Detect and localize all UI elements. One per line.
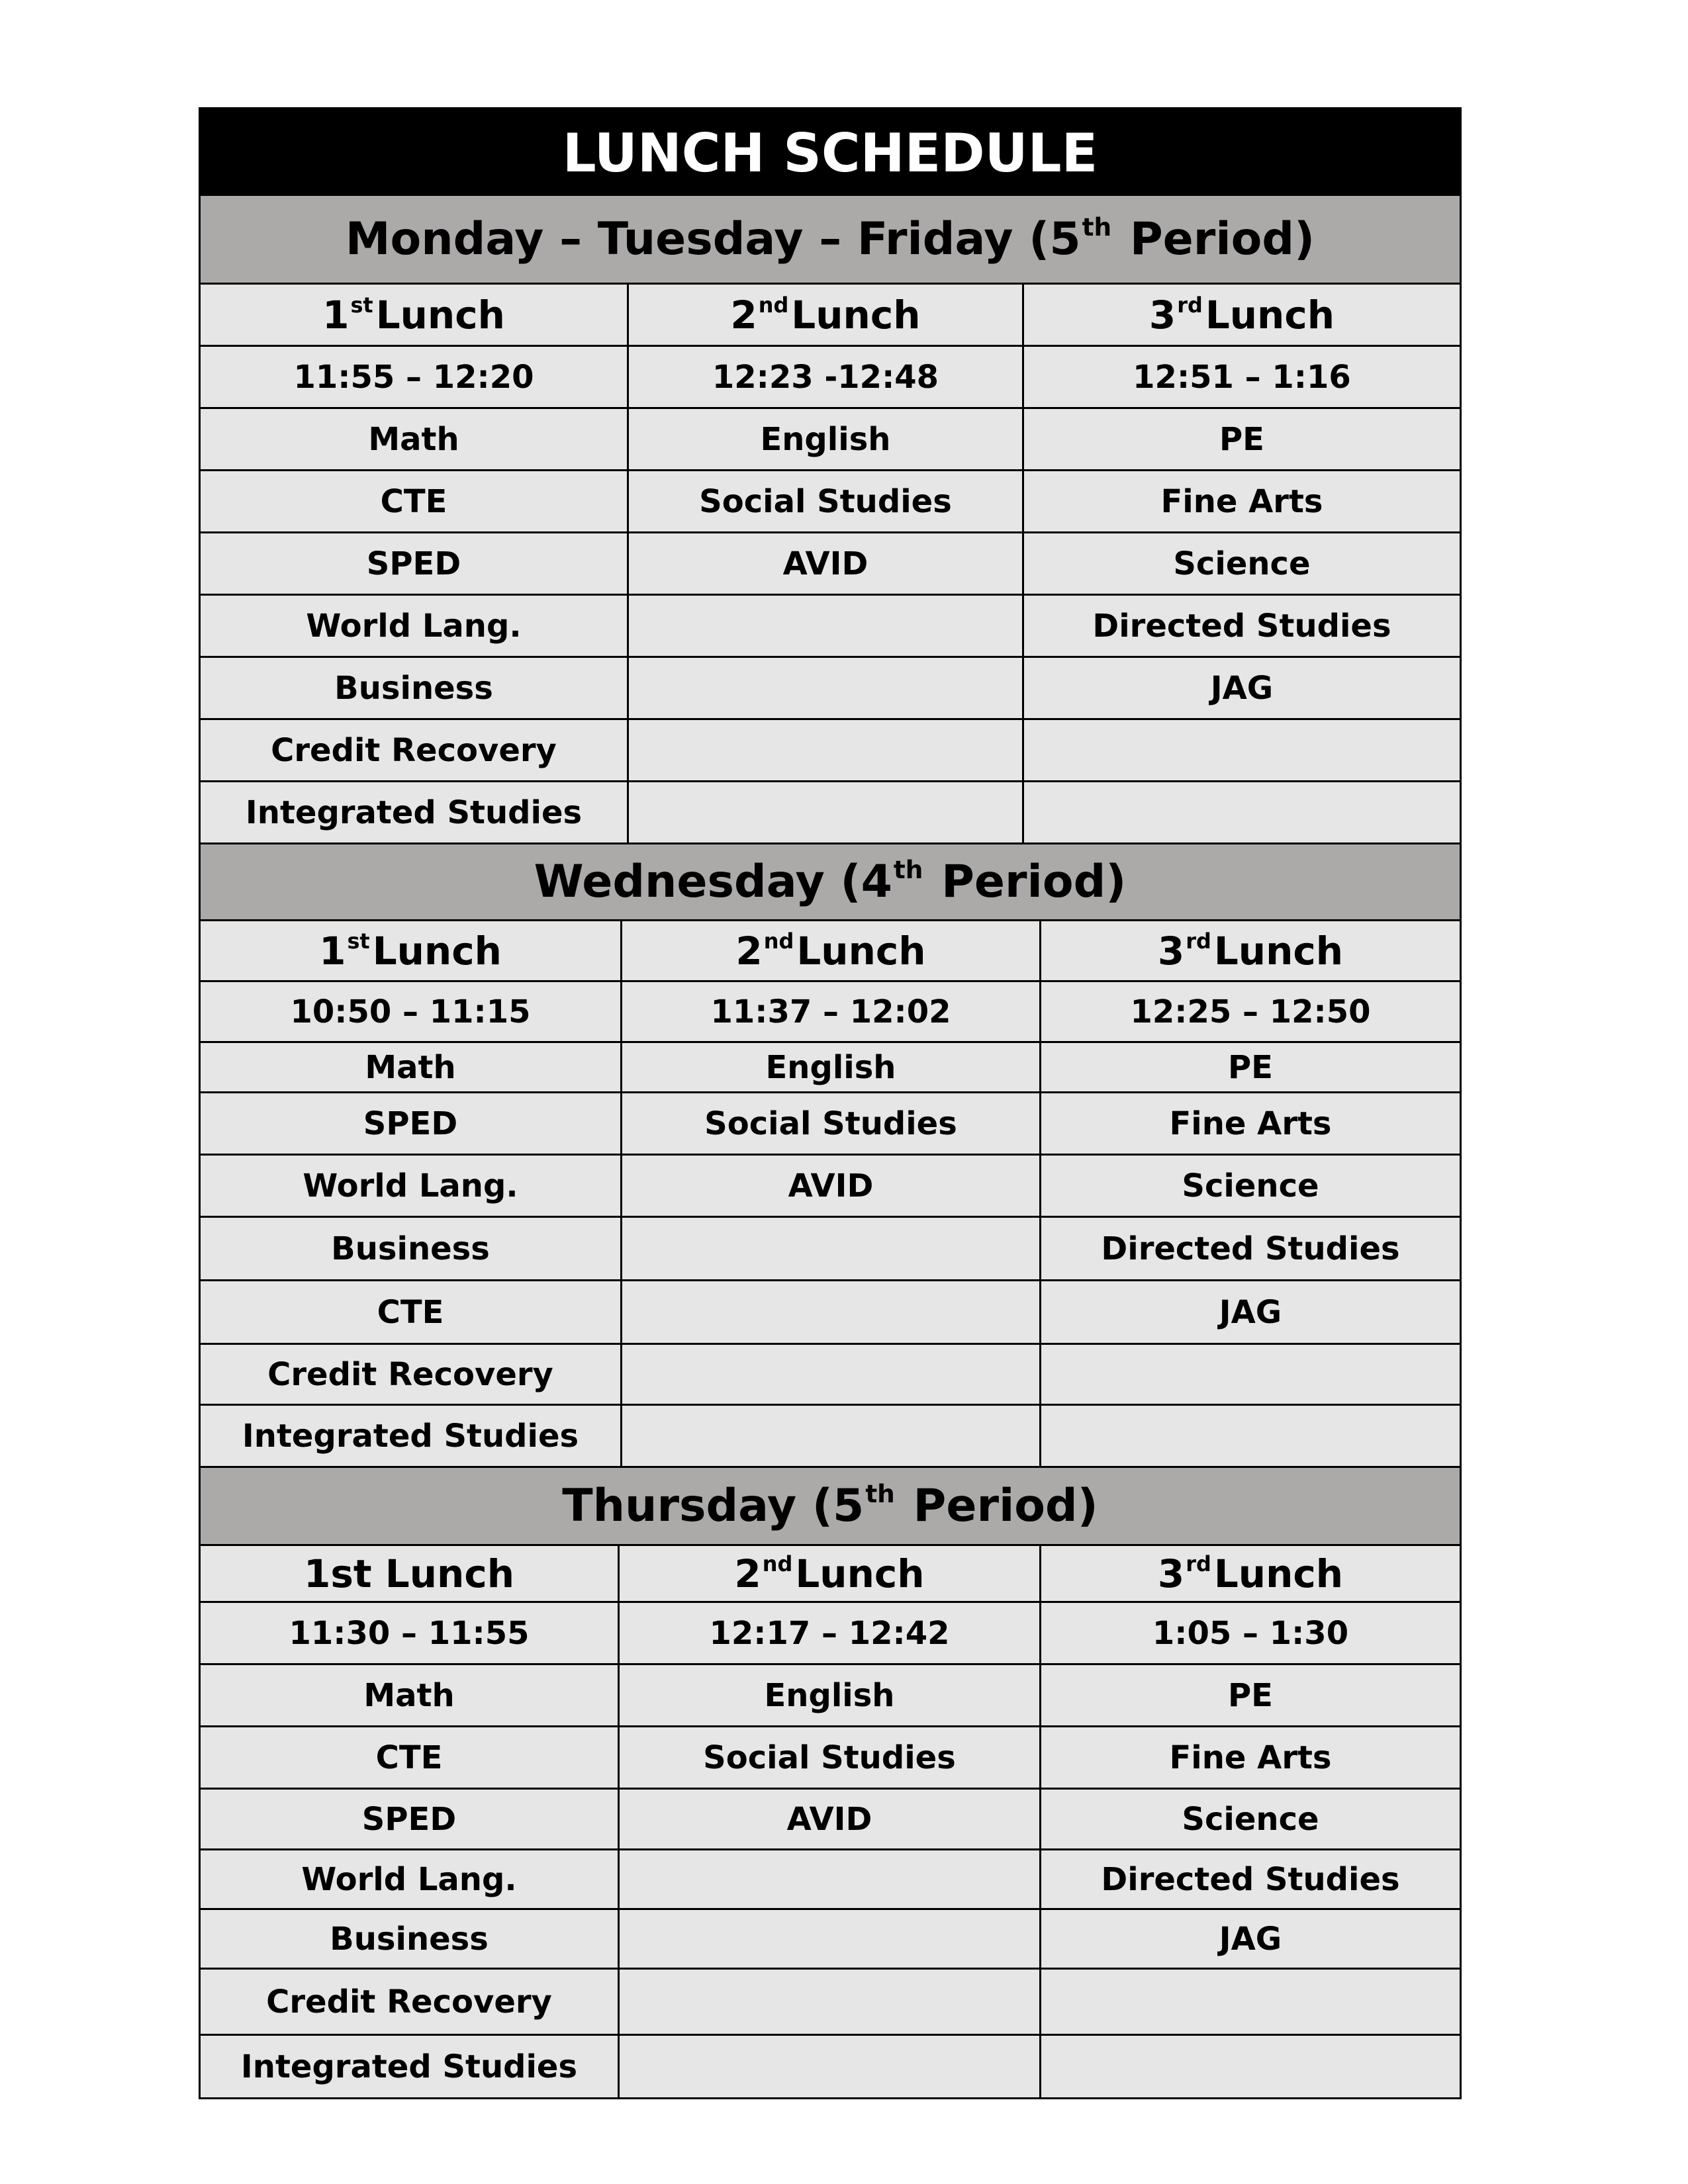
department-cell (628, 782, 1023, 844)
department-cell (628, 657, 1023, 719)
lunch-header (200, 284, 628, 346)
lunch-label: Lunch (791, 292, 921, 338)
section-heading-text: Wednesday (4 (534, 856, 892, 908)
lunch-number: 1 (322, 292, 350, 338)
department-cell (1040, 1405, 1460, 1467)
lunch-schedule-page (199, 107, 1462, 2099)
department-cell: SPED (200, 533, 628, 595)
lunch-number: 2 (735, 928, 763, 974)
section-heading (200, 195, 1461, 284)
department-cell: SPED (200, 1093, 622, 1155)
department-row (200, 595, 1461, 657)
department-cell (1040, 1344, 1460, 1405)
department-cell: Directed Studies (1023, 595, 1460, 657)
department-cell (622, 1405, 1041, 1467)
lunch-header-row (200, 284, 1461, 346)
department-row (200, 471, 1461, 533)
lunch-label: Lunch (375, 292, 505, 338)
section-heading-sup: th (1082, 212, 1112, 242)
department-cell: JAG (1040, 1909, 1460, 1969)
lunch-ordinal-suffix: nd (758, 292, 789, 318)
page-title: LUNCH SCHEDULE (199, 107, 1462, 196)
lunch-time: 12:17 – 12:42 (618, 1602, 1040, 1664)
lunch-header (1040, 921, 1460, 981)
lunch-header-row (200, 921, 1461, 981)
department-row (200, 1042, 1461, 1093)
lunch-label: Lunch (1213, 1551, 1344, 1596)
lunch-time: 12:51 – 1:16 (1023, 346, 1460, 408)
lunch-time-row (200, 346, 1461, 408)
lunch-ordinal-suffix: rd (1186, 1551, 1211, 1576)
department-cell: JAG (1023, 657, 1460, 719)
department-row (200, 1217, 1461, 1281)
department-cell: Fine Arts (1040, 1093, 1460, 1155)
department-cell: Business (200, 1217, 622, 1281)
department-cell: World Lang. (200, 1850, 619, 1909)
department-row (200, 1850, 1461, 1909)
lunch-time: 11:30 – 11:55 (200, 1602, 619, 1664)
department-cell: JAG (1040, 1281, 1460, 1344)
lunch-number: 1st (303, 1551, 372, 1596)
department-row (200, 1664, 1461, 1727)
department-cell: Social Studies (622, 1093, 1041, 1155)
department-cell: Math (200, 1664, 619, 1727)
department-row (200, 657, 1461, 719)
lunch-label: Lunch (795, 1551, 925, 1596)
lunch-header (1040, 1545, 1460, 1602)
section-heading-sup: th (893, 854, 923, 884)
department-row (200, 1909, 1461, 1969)
lunch-ordinal-suffix: nd (762, 1551, 793, 1576)
department-cell: Credit Recovery (200, 719, 628, 782)
lunch-ordinal-suffix: rd (1186, 928, 1211, 954)
department-cell: World Lang. (200, 595, 628, 657)
department-row (200, 1281, 1461, 1344)
department-cell: Math (200, 1042, 622, 1093)
lunch-number: 1 (319, 928, 346, 974)
department-cell: PE (1040, 1042, 1460, 1093)
department-row (200, 533, 1461, 595)
department-cell (618, 1850, 1040, 1909)
section-heading-sup: th (865, 1479, 895, 1508)
department-cell: Science (1023, 533, 1460, 595)
department-cell: Directed Studies (1040, 1217, 1460, 1281)
lunch-header (622, 921, 1041, 981)
lunch-label: Lunch (372, 928, 502, 974)
department-cell (1040, 1969, 1460, 2035)
department-row (200, 408, 1461, 471)
department-cell: Social Studies (618, 1727, 1040, 1789)
section-heading-row (200, 844, 1461, 921)
lunch-time: 12:25 – 12:50 (1040, 981, 1460, 1042)
lunch-time: 10:50 – 11:15 (200, 981, 622, 1042)
lunch-number: 3 (1157, 1551, 1185, 1596)
lunch-label: Lunch (1213, 928, 1344, 974)
department-row (200, 1727, 1461, 1789)
department-cell (622, 1217, 1041, 1281)
department-cell: PE (1023, 408, 1460, 471)
section-heading (200, 844, 1461, 921)
lunch-header-row (200, 1545, 1461, 1602)
lunch-time: 11:37 – 12:02 (622, 981, 1041, 1042)
department-cell: Directed Studies (1040, 1850, 1460, 1909)
department-row (200, 1155, 1461, 1217)
department-cell: Integrated Studies (200, 782, 628, 844)
department-row (200, 1093, 1461, 1155)
lunch-time-row (200, 981, 1461, 1042)
lunch-label: Lunch (385, 1551, 514, 1596)
department-cell: CTE (200, 471, 628, 533)
department-row (200, 2035, 1461, 2099)
department-cell: Math (200, 408, 628, 471)
department-cell: Business (200, 1909, 619, 1969)
lunch-number: 2 (730, 292, 757, 338)
schedule-table (199, 194, 1462, 844)
department-row (200, 1969, 1461, 2035)
department-cell (628, 719, 1023, 782)
department-cell: Integrated Studies (200, 2035, 619, 2099)
department-cell (628, 595, 1023, 657)
section-heading-row (200, 195, 1461, 284)
lunch-number: 3 (1149, 292, 1176, 338)
department-cell (618, 2035, 1040, 2099)
lunch-time: 1:05 – 1:30 (1040, 1602, 1460, 1664)
department-cell (622, 1344, 1041, 1405)
department-cell: Science (1040, 1789, 1460, 1850)
section-heading-text: Monday – Tuesday – Friday (5 (345, 213, 1081, 265)
lunch-header (200, 1545, 619, 1602)
department-cell: Integrated Studies (200, 1405, 622, 1467)
department-cell: PE (1040, 1664, 1460, 1727)
department-cell: English (628, 408, 1023, 471)
lunch-header (618, 1545, 1040, 1602)
department-cell: Business (200, 657, 628, 719)
schedule-sections (199, 194, 1462, 2099)
lunch-number: 2 (734, 1551, 761, 1596)
lunch-label: Lunch (1205, 292, 1335, 338)
lunch-number: 3 (1157, 928, 1185, 974)
department-cell: SPED (200, 1789, 619, 1850)
lunch-label: Lunch (796, 928, 926, 974)
schedule-table (199, 842, 1462, 1468)
department-cell: Credit Recovery (200, 1344, 622, 1405)
department-cell: English (622, 1042, 1041, 1093)
department-cell: AVID (618, 1789, 1040, 1850)
lunch-time: 11:55 – 12:20 (200, 346, 628, 408)
lunch-time: 12:23 -12:48 (628, 346, 1023, 408)
lunch-time-row (200, 1602, 1461, 1664)
department-cell: Fine Arts (1023, 471, 1460, 533)
department-cell: Science (1040, 1155, 1460, 1217)
department-cell (622, 1281, 1041, 1344)
department-cell: Fine Arts (1040, 1727, 1460, 1789)
department-cell (1023, 719, 1460, 782)
department-row (200, 719, 1461, 782)
lunch-header (628, 284, 1023, 346)
department-row (200, 1405, 1461, 1467)
schedule-table (199, 1466, 1462, 2099)
department-cell: Credit Recovery (200, 1969, 619, 2035)
department-cell: CTE (200, 1281, 622, 1344)
department-row (200, 782, 1461, 844)
section-heading-suffix: Period) (897, 1480, 1098, 1532)
lunch-header (1023, 284, 1460, 346)
lunch-header (200, 921, 622, 981)
section-heading-suffix: Period) (1114, 213, 1315, 265)
department-cell: AVID (628, 533, 1023, 595)
department-cell (1023, 782, 1460, 844)
lunch-ordinal-suffix: st (350, 292, 373, 318)
department-cell: Social Studies (628, 471, 1023, 533)
department-cell (1040, 2035, 1460, 2099)
department-cell: World Lang. (200, 1155, 622, 1217)
section-heading-text: Thursday (5 (562, 1480, 865, 1532)
department-row (200, 1789, 1461, 1850)
department-cell: AVID (622, 1155, 1041, 1217)
lunch-ordinal-suffix: nd (763, 928, 794, 954)
department-cell (618, 1969, 1040, 2035)
section-heading (200, 1467, 1461, 1545)
department-cell (618, 1909, 1040, 1969)
department-cell: CTE (200, 1727, 619, 1789)
lunch-ordinal-suffix: rd (1177, 292, 1203, 318)
department-cell: English (618, 1664, 1040, 1727)
department-row (200, 1344, 1461, 1405)
lunch-ordinal-suffix: st (347, 928, 370, 954)
section-heading-row (200, 1467, 1461, 1545)
section-heading-suffix: Period) (925, 856, 1127, 908)
